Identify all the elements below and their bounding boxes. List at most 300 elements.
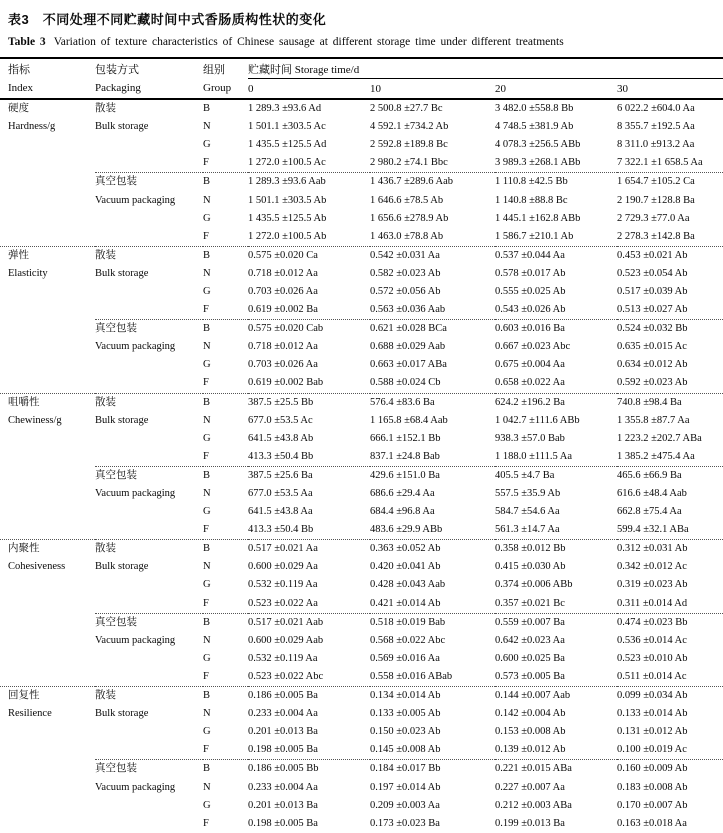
value-day0: 1 501.1 ±303.5 Ab [248,194,327,206]
packaging-cell: 散装 [95,687,203,706]
data-row [0,687,723,706]
index-cell [0,650,95,668]
value-day30: 0.513 ±0.027 Ab [617,304,688,316]
packaging-cell [95,576,203,594]
packaging-cell [95,503,203,521]
index-cell: 回复性 [0,687,95,706]
value-day10: 0.134 ±0.014 Ab [370,687,495,706]
value-day10: 4 592.1 ±734.2 Ab [370,121,449,133]
packaging-cell: Bulk storage [95,561,149,573]
packaging-cell: 散装 [95,540,203,559]
value-day10: 0.663 ±0.017 ABa [370,359,447,371]
packaging-cell: 散装 [95,103,116,115]
data-row [0,246,723,265]
value-day10: 666.1 ±152.1 Bb [370,432,441,444]
value-day30: 1 654.7 ±105.2 Ca [617,173,723,192]
table-title-en [0,36,723,48]
value-day30: 662.8 ±75.4 Aa [617,506,682,518]
index-cell [0,632,95,650]
index-cell [0,485,95,503]
data-row [0,741,723,760]
value-day20: 0.578 ±0.017 Ab [495,267,566,279]
header-index-en: Index [0,79,95,100]
data-row [0,485,723,503]
value-day20: 0.603 ±0.016 Ba [495,320,617,339]
value-day10: 0.197 ±0.014 Ab [370,781,441,793]
index-cell: 弹性 [0,246,95,265]
value-day10: 0.363 ±0.052 Ab [370,540,495,559]
data-row [0,430,723,448]
value-day10: 1 656.6 ±278.9 Ab [370,212,449,224]
index-cell [0,136,95,154]
value-day0: 0.718 ±0.012 Aa [248,341,318,353]
group-cell: B [203,613,248,632]
value-day30: 2 278.3 ±142.8 Ba [617,230,695,242]
value-day20: 557.5 ±35.9 Ab [495,488,561,500]
value-day0: 1 272.0 ±100.5 Ab [248,230,327,242]
data-row [0,797,723,815]
index-cell [0,595,95,614]
header-packaging-zh: 包装方式 [95,63,139,76]
packaging-cell [95,154,203,173]
value-day20: 0.537 ±0.044 Aa [495,246,617,265]
value-day20: 0.573 ±0.005 Ba [495,670,565,682]
data-row [0,136,723,154]
data-row [0,393,723,412]
value-day0: 0.532 ±0.119 Aa [248,652,318,664]
group-cell: B [203,246,248,265]
value-day0: 0.532 ±0.119 Aa [248,579,318,591]
index-cell: 咀嚼性 [0,393,95,412]
group-cell: N [203,341,211,353]
value-day30: 1 385.2 ±475.4 Aa [617,450,695,462]
data-row [0,338,723,356]
group-cell: N [203,194,211,206]
value-day30: 0.634 ±0.012 Ab [617,359,688,371]
value-day10: 2 980.2 ±74.1 Bbc [370,157,448,169]
value-day0: 0.198 ±0.005 Ba [248,744,318,756]
group-cell: F [203,450,209,462]
value-day10: 576.4 ±83.6 Ba [370,393,495,412]
group-cell: G [203,652,211,664]
value-day10: 0.150 ±0.023 Ab [370,726,441,738]
index-cell [0,760,95,779]
group-cell: F [203,377,209,389]
value-day10: 0.568 ±0.022 Abc [370,634,446,646]
header-index-zh: 指标 [8,63,30,76]
value-day30: 7 322.1 ±1 658.5 Aa [617,157,703,169]
group-cell: G [203,139,211,151]
value-day20: 0.227 ±0.007 Aa [495,781,565,793]
data-row [0,210,723,228]
value-day10: 0.572 ±0.056 Ab [370,285,441,297]
group-cell: G [203,799,211,811]
header-group-zh: 组别 [203,63,225,76]
index-cell: Cohesiveness [8,561,66,573]
group-cell: B [203,393,248,412]
value-day20: 0.153 ±0.008 Ab [495,726,566,738]
value-day30: 0.453 ±0.021 Ab [617,246,723,265]
data-row [0,412,723,430]
value-day20: 0.675 ±0.004 Aa [495,359,565,371]
group-cell: B [203,466,248,485]
data-row [0,320,723,339]
value-day0: 1 435.5 ±125.5 Ab [248,212,327,224]
group-cell: N [203,488,211,500]
value-day10: 0.688 ±0.029 Aab [370,341,446,353]
table-header [0,58,723,99]
value-day0: 387.5 ±25.5 Bb [248,393,370,412]
index-cell [0,723,95,741]
packaging-cell: 真空包装 [95,466,203,485]
value-day0: 0.198 ±0.005 Ba [248,817,318,829]
value-day20: 1 110.8 ±42.5 Bb [495,173,617,192]
index-cell [0,448,95,467]
data-row [0,173,723,192]
value-day20: 0.144 ±0.007 Aab [495,687,617,706]
index-cell [0,576,95,594]
value-day20: 1 188.0 ±111.5 Aa [495,450,573,462]
value-day30: 1 223.2 ±202.7 ABa [617,432,702,444]
header-time-10: 10 [370,79,495,100]
packaging-cell [95,595,203,614]
index-cell [0,301,95,320]
header-group-en: Group [203,79,248,100]
value-day10: 0.173 ±0.023 Ba [370,817,440,829]
value-day10: 0.621 ±0.028 BCa [370,320,495,339]
table-title-zh-text: 表3 不同处理不同贮藏时间中式香肠质构性状的变化 [8,12,327,27]
group-cell: F [203,157,209,169]
value-day30: 0.319 ±0.023 Ab [617,579,688,591]
group-cell: F [203,744,209,756]
packaging-cell [95,521,203,540]
value-day10: 0.569 ±0.016 Aa [370,652,440,664]
value-day10: 2 500.8 ±27.7 Bc [370,103,443,115]
data-row [0,723,723,741]
index-cell [0,154,95,173]
data-row [0,613,723,632]
index-cell [0,503,95,521]
value-day10: 0.582 ±0.023 Ab [370,267,441,279]
value-day20: 405.5 ±4.7 Ba [495,466,617,485]
data-row [0,576,723,594]
texture-characteristics-table [0,57,723,833]
packaging-cell: Bulk storage [95,267,149,279]
data-row [0,228,723,247]
value-day10: 2 592.8 ±189.8 Bc [370,139,448,151]
data-row [0,301,723,320]
index-cell [0,613,95,632]
data-row [0,668,723,687]
value-day30: 0.133 ±0.014 Ab [617,708,688,720]
value-day10: 0.518 ±0.019 Bab [370,613,495,632]
value-day30: 599.4 ±32.1 ABa [617,524,689,536]
value-day0: 641.5 ±43.8 Ab [248,432,314,444]
value-day30: 1 355.8 ±87.7 Aa [617,414,690,426]
value-day0: 0.233 ±0.004 Aa [248,708,318,720]
table-body [0,99,723,833]
value-day30: 6 022.2 ±604.0 Aa [617,103,695,115]
index-cell [0,668,95,687]
value-day20: 0.543 ±0.026 Ab [495,304,566,316]
index-cell: Elasticity [8,267,48,279]
value-day0: 0.575 ±0.020 Cab [248,320,370,339]
packaging-cell [95,301,203,320]
header-row-en [0,79,723,100]
value-day20: 0.212 ±0.003 ABa [495,799,572,811]
value-day0: 0.201 ±0.013 Ba [248,799,318,811]
packaging-cell [95,723,203,741]
data-row [0,265,723,283]
value-day0: 413.3 ±50.4 Bb [248,450,314,462]
index-cell: 内聚性 [0,540,95,559]
data-row [0,283,723,301]
packaging-cell: 散装 [95,246,203,265]
group-cell: G [203,506,211,518]
value-day20: 938.3 ±57.0 Bab [495,432,565,444]
index-cell [0,521,95,540]
value-day10: 0.588 ±0.024 Cb [370,377,441,389]
group-cell: G [203,726,211,738]
value-day0: 0.517 ±0.021 Aa [248,540,370,559]
index-cell [0,466,95,485]
value-day10: 0.542 ±0.031 Aa [370,246,495,265]
group-cell: G [203,285,211,297]
table-number-label: Table 3 [8,36,46,48]
value-day0: 0.600 ±0.029 Aab [248,634,324,646]
value-day0: 0.523 ±0.022 Abc [248,670,324,682]
value-day30: 0.342 ±0.012 Ac [617,561,687,573]
value-day0: 0.619 ±0.002 Ba [248,304,318,316]
value-day10: 483.6 ±29.9 ABb [370,524,443,536]
value-day30: 0.312 ±0.031 Ab [617,540,723,559]
packaging-cell: 散装 [95,393,203,412]
index-cell [0,173,95,192]
value-day10: 686.6 ±29.4 Aa [370,488,435,500]
data-row [0,705,723,723]
value-day30: 8 311.0 ±913.2 Aa [617,139,695,151]
data-row [0,778,723,796]
index-cell: Resilience [8,708,52,720]
value-day10: 684.4 ±96.8 Aa [370,506,435,518]
header-time-30: 30 [617,79,723,100]
value-day20: 0.358 ±0.012 Bb [495,540,617,559]
group-cell: N [203,561,211,573]
packaging-cell [95,356,203,374]
group-cell: B [203,540,248,559]
group-cell: F [203,524,209,536]
value-day30: 0.523 ±0.010 Ab [617,652,688,664]
data-row [0,558,723,576]
value-day0: 0.718 ±0.012 Aa [248,267,318,279]
value-day0: 1 289.3 ±93.6 Aab [248,173,370,192]
value-day10: 0.563 ±0.036 Aab [370,304,446,316]
packaging-cell: 真空包装 [95,320,203,339]
value-day0: 0.575 ±0.020 Ca [248,246,370,265]
index-cell: Chewiness/g [8,414,62,426]
packaging-cell: Vacuum packaging [95,194,176,206]
data-row [0,503,723,521]
value-day30: 0.100 ±0.019 Ac [617,744,687,756]
value-day20: 1 586.7 ±210.1 Ab [495,230,574,242]
data-row [0,118,723,136]
header-time-20: 20 [495,79,617,100]
group-cell: G [203,359,211,371]
value-day0: 413.3 ±50.4 Bb [248,524,314,536]
index-cell: Hardness/g [8,121,56,133]
value-day10: 837.1 ±24.8 Bab [370,450,440,462]
data-row [0,99,723,118]
value-day10: 0.558 ±0.016 ABab [370,670,453,682]
value-day30: 0.592 ±0.023 Ab [617,377,688,389]
packaging-cell [95,741,203,760]
group-cell: F [203,304,209,316]
group-cell: N [203,634,211,646]
value-day0: 0.186 ±0.005 Ba [248,687,370,706]
header-packaging-en: Packaging [95,79,203,100]
value-day0: 0.703 ±0.026 Aa [248,285,318,297]
index-cell [0,797,95,815]
value-day10: 1 436.7 ±289.6 Aab [370,173,495,192]
index-cell [0,320,95,339]
group-cell: F [203,230,209,242]
data-row [0,466,723,485]
value-day20: 584.7 ±54.6 Aa [495,506,560,518]
data-row [0,650,723,668]
value-day30: 0.170 ±0.007 Ab [617,799,688,811]
packaging-cell [95,650,203,668]
value-day0: 0.600 ±0.029 Aa [248,561,318,573]
header-time-0: 0 [248,79,370,100]
value-day0: 1 501.1 ±303.5 Ac [248,121,326,133]
value-day20: 0.221 ±0.015 ABa [495,760,617,779]
value-day30: 740.8 ±98.4 Ba [617,393,723,412]
group-cell: F [203,817,209,829]
value-day10: 0.184 ±0.017 Bb [370,760,495,779]
group-cell: B [203,103,211,115]
value-day30: 0.099 ±0.034 Ab [617,687,723,706]
data-row [0,595,723,614]
value-day30: 0.131 ±0.012 Ab [617,726,688,738]
value-day30: 0.523 ±0.054 Ab [617,267,688,279]
data-row [0,760,723,779]
group-cell: N [203,267,211,279]
value-day30: 0.635 ±0.015 Ac [617,341,687,353]
value-day0: 677.0 ±53.5 Ac [248,414,313,426]
index-cell: 硬度 [8,103,29,115]
packaging-cell: Vacuum packaging [95,488,176,500]
value-day0: 677.0 ±53.5 Aa [248,488,313,500]
value-day20: 0.642 ±0.023 Aa [495,634,565,646]
value-day20: 0.658 ±0.022 Aa [495,377,565,389]
value-day30: 465.6 ±66.9 Ba [617,466,723,485]
table-title-en-text: Variation of texture characteristics of Chinese sausage at different storage time under different treatments [53,36,564,48]
packaging-cell [95,228,203,247]
header-storage-time: 贮藏时间 Storage time/d [248,58,723,79]
index-cell [0,283,95,301]
packaging-cell [95,668,203,687]
group-cell: F [203,670,209,682]
header-row-zh [0,58,723,79]
value-day20: 561.3 ±14.7 Aa [495,524,560,536]
group-cell: N [203,781,211,793]
value-day10: 0.421 ±0.014 Ab [370,597,441,609]
value-day10: 429.6 ±151.0 Ba [370,466,495,485]
data-row [0,154,723,173]
data-row [0,374,723,393]
packaging-cell [95,797,203,815]
value-day30: 0.160 ±0.009 Ab [617,760,723,779]
group-cell: G [203,579,211,591]
value-day0: 0.523 ±0.022 Aa [248,597,318,609]
value-day20: 4 748.5 ±381.9 Ab [495,121,574,133]
index-cell [0,338,95,356]
value-day20: 4 078.3 ±256.5 ABb [495,139,581,151]
value-day10: 0.133 ±0.005 Ab [370,708,441,720]
value-day10: 0.420 ±0.041 Ab [370,561,441,573]
data-row [0,632,723,650]
index-cell [0,210,95,228]
value-day20: 0.600 ±0.025 Ba [495,652,565,664]
index-cell [0,356,95,374]
value-day20: 0.555 ±0.025 Ab [495,285,566,297]
value-day30: 2 729.3 ±77.0 Aa [617,212,690,224]
value-day30: 0.311 ±0.014 Ad [617,597,688,609]
data-row [0,448,723,467]
value-day20: 3 482.0 ±558.8 Bb [495,103,574,115]
value-day10: 0.145 ±0.008 Ab [370,744,441,756]
value-day10: 1 463.0 ±78.8 Ab [370,230,444,242]
value-day30: 0.524 ±0.032 Bb [617,320,723,339]
data-row [0,191,723,209]
value-day20: 0.559 ±0.007 Ba [495,613,617,632]
index-cell [0,741,95,760]
packaging-cell [95,136,203,154]
packaging-cell [95,210,203,228]
value-day0: 0.517 ±0.021 Aab [248,613,370,632]
data-row [0,356,723,374]
packaging-cell: Vacuum packaging [95,781,176,793]
value-day0: 0.703 ±0.026 Aa [248,359,318,371]
index-cell [0,815,95,833]
packaging-cell: Vacuum packaging [95,634,176,646]
value-day30: 616.6 ±48.4 Aab [617,488,687,500]
packaging-cell: Bulk storage [95,414,149,426]
group-cell: B [203,320,248,339]
value-day20: 0.667 ±0.023 Abc [495,341,571,353]
value-day30: 0.536 ±0.014 Ac [617,634,687,646]
value-day0: 1 289.3 ±93.6 Ad [248,103,322,115]
value-day20: 0.199 ±0.013 Ba [495,817,565,829]
value-day0: 0.233 ±0.004 Aa [248,781,318,793]
packaging-cell [95,374,203,393]
group-cell: N [203,414,211,426]
index-cell [0,778,95,796]
data-row [0,540,723,559]
packaging-cell: Bulk storage [95,708,149,720]
value-day0: 0.201 ±0.013 Ba [248,726,318,738]
group-cell: N [203,708,211,720]
value-day30: 0.163 ±0.018 Aa [617,817,687,829]
packaging-cell: 真空包装 [95,613,203,632]
data-row [0,815,723,833]
data-row [0,521,723,540]
value-day0: 0.619 ±0.002 Bab [248,377,324,389]
group-cell: B [203,687,248,706]
value-day30: 0.511 ±0.014 Ac [617,670,687,682]
packaging-cell: Vacuum packaging [95,341,176,353]
value-day20: 0.142 ±0.004 Ab [495,708,566,720]
